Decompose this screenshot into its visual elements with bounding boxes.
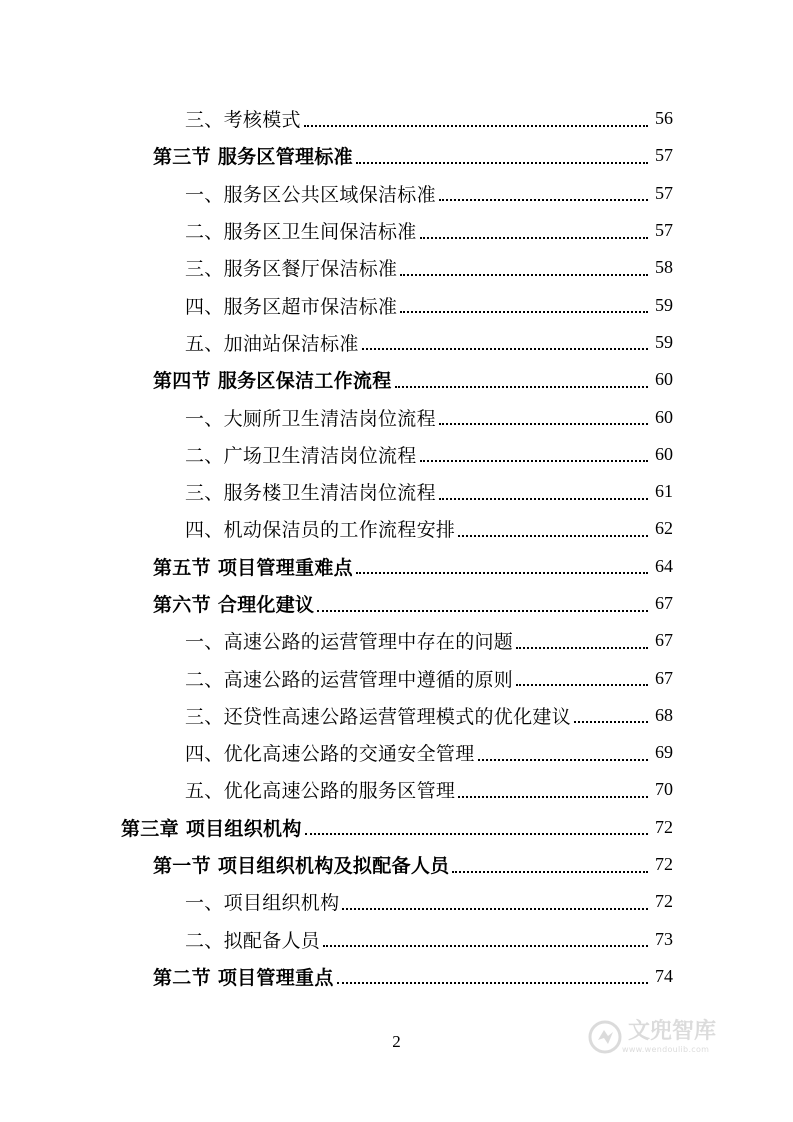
table-of-contents [0, 100, 793, 995]
dot-leader [304, 125, 648, 127]
toc-entry-title: 第二节 项目管理重点 [153, 966, 334, 989]
dot-leader [439, 423, 648, 425]
toc-entry[interactable] [0, 436, 793, 473]
toc-entry-page: 70 [655, 779, 673, 800]
toc-entry-title: 五、加油站保洁标准 [185, 332, 359, 355]
dot-leader [458, 796, 648, 798]
toc-entry[interactable] [0, 212, 793, 249]
toc-entry-title: 第三节 服务区管理标准 [153, 146, 353, 169]
toc-entry-page: 57 [655, 220, 673, 241]
toc-entry-page: 67 [655, 667, 673, 688]
toc-entry-title: 四、机动保洁员的工作流程安排 [185, 519, 456, 542]
toc-entry[interactable] [0, 697, 793, 734]
dot-leader [574, 721, 648, 723]
toc-entry-page: 56 [655, 108, 673, 129]
watermark-brand: 文兜智库 [628, 1018, 717, 1044]
dot-leader [337, 982, 648, 984]
toc-entry-title: 第三章 项目组织机构 [121, 817, 302, 840]
toc-entry-page: 58 [655, 257, 673, 278]
page-number: 2 [392, 1032, 401, 1051]
dot-leader [400, 311, 648, 313]
toc-entry-page: 62 [655, 518, 673, 539]
toc-entry-page: 74 [655, 965, 673, 986]
toc-entry[interactable] [0, 324, 793, 361]
toc-entry-title: 一、高速公路的运营管理中存在的问题 [185, 631, 514, 654]
toc-entry[interactable] [0, 137, 793, 174]
toc-entry-title: 三、服务楼卫生清洁岗位流程 [185, 482, 436, 505]
toc-entry-title: 第六节 合理化建议 [153, 594, 315, 616]
toc-entry-page: 73 [655, 928, 673, 949]
dot-leader [323, 945, 648, 947]
toc-entry-title: 五、优化高速公路的服务区管理 [185, 780, 456, 803]
toc-entry[interactable] [0, 175, 793, 212]
toc-entry-page: 72 [655, 891, 673, 912]
dot-leader [305, 833, 648, 835]
toc-entry-title: 二、广场卫生清洁岗位流程 [185, 444, 417, 467]
dot-leader [420, 237, 648, 239]
toc-entry-page: 57 [655, 182, 673, 203]
toc-entry-page: 60 [655, 369, 673, 390]
toc-entry-title: 第四节 服务区保洁工作流程 [153, 370, 392, 393]
watermark [588, 1020, 716, 1054]
toc-entry-page: 57 [655, 145, 673, 166]
toc-entry[interactable] [0, 398, 793, 435]
toc-entry-page: 59 [655, 331, 673, 352]
toc-entry-page: 67 [655, 593, 673, 613]
toc-entry-page: 60 [655, 443, 673, 464]
toc-entry-title: 二、服务区卫生间保洁标准 [185, 221, 417, 244]
toc-entry[interactable] [0, 846, 793, 883]
dot-leader [452, 871, 648, 873]
toc-entry[interactable] [0, 921, 793, 958]
toc-entry[interactable] [0, 771, 793, 808]
toc-entry[interactable] [0, 622, 793, 659]
toc-entry[interactable] [0, 883, 793, 920]
dot-leader [439, 498, 648, 500]
toc-entry-title: 二、拟配备人员 [185, 929, 321, 952]
dot-leader [420, 460, 648, 462]
dot-leader [400, 274, 648, 276]
toc-entry-page: 68 [655, 704, 673, 725]
toc-entry[interactable] [0, 100, 793, 137]
toc-entry[interactable] [0, 473, 793, 510]
dot-leader [516, 647, 648, 649]
toc-entry-page: 61 [655, 481, 673, 502]
toc-entry[interactable] [0, 249, 793, 286]
dot-leader [439, 199, 648, 201]
toc-entry-title: 二、高速公路的运营管理中遵循的原则 [185, 668, 514, 691]
toc-entry[interactable] [0, 734, 793, 771]
watermark-url: www.wendoulib.com [622, 1044, 710, 1054]
toc-entry[interactable] [0, 510, 793, 547]
toc-entry-title: 一、项目组织机构 [185, 892, 340, 915]
toc-entry-page: 60 [655, 406, 673, 427]
toc-entry-title: 一、服务区公共区域保洁标准 [185, 183, 436, 206]
dot-leader [458, 535, 648, 537]
toc-entry-page: 69 [655, 742, 673, 763]
toc-entry[interactable] [0, 286, 793, 323]
toc-entry[interactable] [0, 548, 793, 585]
toc-entry-title: 第五节 项目管理重难点 [153, 556, 353, 579]
toc-entry-title: 三、还贷性高速公路运营管理模式的优化建议 [185, 705, 572, 728]
toc-entry-page: 59 [655, 294, 673, 315]
dot-leader [356, 572, 648, 574]
toc-entry-title: 四、服务区超市保洁标准 [185, 295, 398, 318]
dot-leader [317, 610, 648, 612]
toc-entry-title: 第一节 项目组织机构及拟配备人员 [153, 855, 450, 878]
dot-leader [362, 348, 648, 350]
toc-entry[interactable] [0, 361, 793, 398]
dot-leader [395, 386, 648, 388]
watermark-logo-icon [588, 1020, 622, 1054]
toc-entry-title: 三、考核模式 [185, 109, 301, 132]
dot-leader [356, 162, 648, 164]
toc-entry-page: 67 [655, 630, 673, 651]
toc-entry-title: 一、大厕所卫生清洁岗位流程 [185, 407, 436, 430]
toc-entry-page: 64 [655, 555, 673, 576]
toc-entry-title: 四、优化高速公路的交通安全管理 [185, 743, 475, 766]
dot-leader [516, 684, 648, 686]
toc-entry-title: 三、服务区餐厅保洁标准 [185, 258, 398, 281]
dot-leader [342, 908, 648, 910]
toc-entry[interactable] [0, 958, 793, 995]
toc-entry-page: 72 [655, 816, 673, 837]
toc-entry[interactable] [0, 809, 793, 846]
dot-leader [478, 759, 648, 761]
toc-entry-page: 72 [655, 854, 673, 875]
toc-entry[interactable] [0, 659, 793, 696]
toc-entry[interactable] [0, 585, 793, 622]
